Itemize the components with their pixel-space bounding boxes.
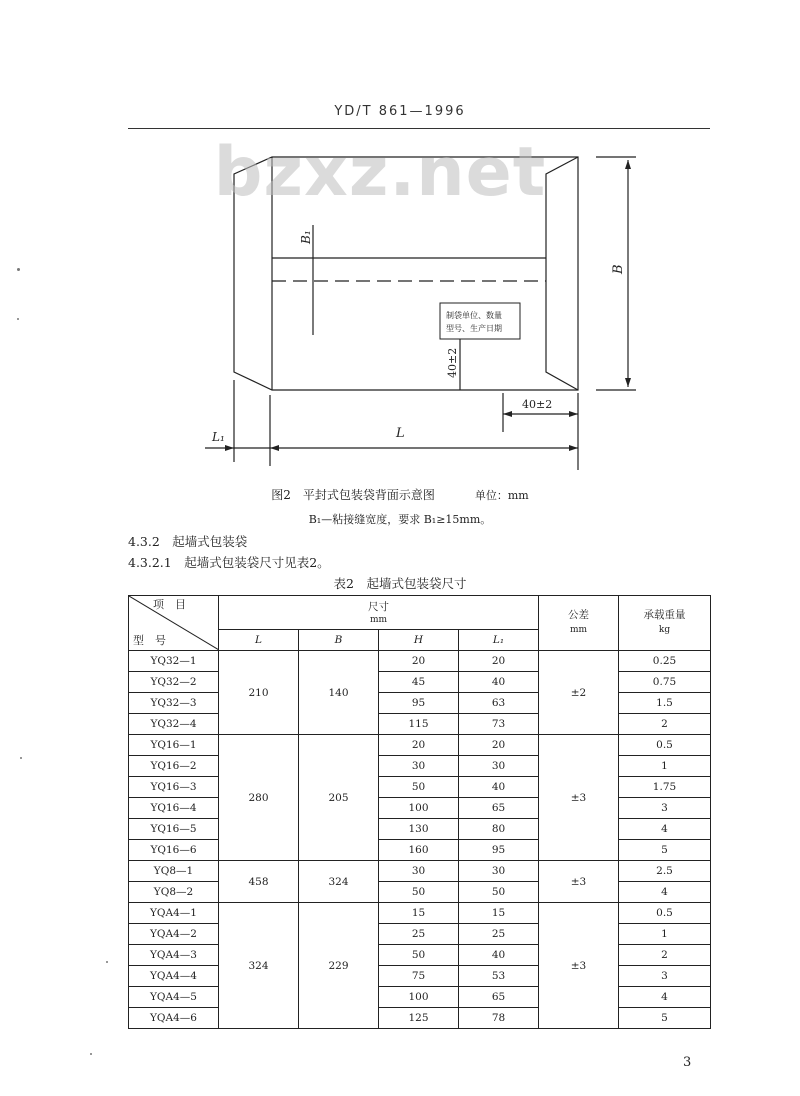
cell-l: 458 [219, 861, 299, 903]
cell-model: YQ32—3 [129, 693, 219, 714]
cell-model: YQ8—1 [129, 861, 219, 882]
header-tolerance [539, 596, 619, 651]
cell-h: 50 [379, 777, 459, 798]
cell-l1: 65 [459, 987, 539, 1008]
cell-l: 280 [219, 735, 299, 861]
scan-speck [17, 268, 20, 271]
cell-load: 1 [619, 924, 711, 945]
cell-l1: 20 [459, 735, 539, 756]
cell-l: 324 [219, 903, 299, 1029]
figure-note: B₁—粘接缝宽度，要求 B₁≥15mm。 [308, 513, 492, 526]
cell-b: 229 [299, 903, 379, 1029]
cell-model: YQA4—3 [129, 945, 219, 966]
stamp-text-line1: 制袋单位、数量 [446, 311, 502, 320]
header-col-h: H [379, 630, 459, 651]
cell-h: 45 [379, 672, 459, 693]
cell-h: 125 [379, 1008, 459, 1029]
cell-load: 1 [619, 756, 711, 777]
cell-model: YQ16—2 [129, 756, 219, 777]
cell-load: 3 [619, 966, 711, 987]
label-b1: B₁ [299, 230, 313, 244]
header-tolerance-unit: mm [569, 625, 588, 635]
cell-l: 210 [219, 651, 299, 735]
figure-bag-diagram [0, 0, 800, 480]
cell-h: 25 [379, 924, 459, 945]
label-dim-horizontal: 40±2 [522, 398, 553, 411]
cell-model: YQ16—6 [129, 840, 219, 861]
table-row [129, 777, 711, 798]
cell-l1: 40 [459, 945, 539, 966]
scan-speck [20, 757, 22, 759]
header-col-l1: L₁ [459, 630, 539, 651]
cell-l1: 40 [459, 777, 539, 798]
cell-model: YQ16—4 [129, 798, 219, 819]
cell-h: 160 [379, 840, 459, 861]
header-col-l: L [219, 630, 299, 651]
stamp-box [440, 303, 520, 339]
cell-model: YQ32—4 [129, 714, 219, 735]
header-size [219, 596, 539, 630]
table-row [129, 1008, 711, 1029]
header-tolerance-label: 公差 [568, 609, 589, 621]
cell-h: 20 [379, 735, 459, 756]
header-size-label: 尺寸 [368, 600, 389, 613]
cell-h: 100 [379, 987, 459, 1008]
watermark: bzxz.net [213, 133, 547, 212]
cell-load: 2.5 [619, 861, 711, 882]
table-row [129, 903, 711, 924]
header-item: 项 目 [153, 598, 186, 611]
cell-model: YQ32—2 [129, 672, 219, 693]
cell-model: YQ8—2 [129, 882, 219, 903]
cell-model: YQ16—5 [129, 819, 219, 840]
cell-h: 95 [379, 693, 459, 714]
table-row [129, 714, 711, 735]
cell-l1: 50 [459, 882, 539, 903]
cell-b: 205 [299, 735, 379, 861]
header-size-unit: mm [369, 614, 388, 625]
section-heading: 4.3.2 起墙式包装袋 [128, 534, 248, 549]
figure-unit: 单位：mm [474, 489, 529, 502]
table-row [129, 987, 711, 1008]
table-row [129, 861, 711, 882]
header-col-b: B [299, 630, 379, 651]
cell-load: 1.5 [619, 693, 711, 714]
table-row [129, 693, 711, 714]
table-row [129, 798, 711, 819]
label-b: B [611, 264, 626, 274]
cell-load: 3 [619, 798, 711, 819]
cell-l1: 30 [459, 861, 539, 882]
cell-load: 0.5 [619, 735, 711, 756]
cell-model: YQA4—1 [129, 903, 219, 924]
cell-load: 5 [619, 1008, 711, 1029]
scan-speck [17, 318, 19, 320]
cell-h: 100 [379, 798, 459, 819]
cell-load: 4 [619, 819, 711, 840]
cell-h: 130 [379, 819, 459, 840]
cell-h: 30 [379, 756, 459, 777]
table-row [129, 840, 711, 861]
cell-tolerance: ±3 [539, 735, 619, 861]
cell-h: 50 [379, 945, 459, 966]
cell-l1: 30 [459, 756, 539, 777]
cell-l1: 65 [459, 798, 539, 819]
header-diagonal-cell [129, 596, 219, 651]
cell-h: 15 [379, 903, 459, 924]
header-load-label: 承载重量 [643, 609, 686, 621]
cell-l1: 15 [459, 903, 539, 924]
cell-tolerance: ±3 [539, 903, 619, 1029]
table-row [129, 651, 711, 672]
header-load [619, 596, 711, 651]
table-row [129, 924, 711, 945]
cell-l1: 20 [459, 651, 539, 672]
scan-speck [90, 1053, 92, 1055]
cell-l1: 63 [459, 693, 539, 714]
stamp-text-line2: 型号、生产日期 [446, 324, 502, 333]
header-load-unit: kg [658, 625, 671, 635]
table-row [129, 819, 711, 840]
cell-h: 75 [379, 966, 459, 987]
cell-load: 0.25 [619, 651, 711, 672]
table-row [129, 756, 711, 777]
cell-b: 324 [299, 861, 379, 903]
cell-l1: 40 [459, 672, 539, 693]
cell-l1: 78 [459, 1008, 539, 1029]
header-model: 型 号 [133, 634, 166, 647]
figure-caption-text: 图2 平封式包装袋背面示意图 [271, 488, 435, 502]
cell-h: 115 [379, 714, 459, 735]
cell-model: YQA4—2 [129, 924, 219, 945]
cell-model: YQ16—3 [129, 777, 219, 798]
cell-l1: 80 [459, 819, 539, 840]
table-row [129, 966, 711, 987]
table-row [129, 735, 711, 756]
section-subheading: 4.3.2.1 起墙式包装袋尺寸见表2。 [128, 555, 330, 570]
table-row [129, 672, 711, 693]
cell-tolerance: ±3 [539, 861, 619, 903]
cell-l1: 73 [459, 714, 539, 735]
label-l1: L₁ [212, 430, 225, 444]
cell-model: YQA4—5 [129, 987, 219, 1008]
cell-model: YQA4—6 [129, 1008, 219, 1029]
cell-b: 140 [299, 651, 379, 735]
table-row [129, 882, 711, 903]
page-number: 3 [683, 1055, 692, 1070]
cell-load: 4 [619, 987, 711, 1008]
cell-l1: 25 [459, 924, 539, 945]
cell-model: YQ16—1 [129, 735, 219, 756]
cell-h: 30 [379, 861, 459, 882]
cell-model: YQ32—1 [129, 651, 219, 672]
cell-load: 5 [619, 840, 711, 861]
cell-load: 2 [619, 945, 711, 966]
scan-speck [106, 961, 108, 963]
cell-load: 1.75 [619, 777, 711, 798]
label-dim-vertical: 40±2 [446, 347, 459, 378]
figure-caption [0, 486, 800, 503]
table-caption: 表2 起墙式包装袋尺寸 [333, 576, 467, 591]
cell-load: 2 [619, 714, 711, 735]
table-header-row-1 [129, 596, 711, 630]
cell-load: 0.5 [619, 903, 711, 924]
table-row [129, 945, 711, 966]
cell-load: 0.75 [619, 672, 711, 693]
cell-tolerance: ±2 [539, 651, 619, 735]
label-l: L [396, 426, 405, 441]
cell-h: 50 [379, 882, 459, 903]
cell-load: 4 [619, 882, 711, 903]
standard-code-header: YD/T 861—1996 [334, 104, 466, 119]
cell-l1: 95 [459, 840, 539, 861]
size-table [128, 595, 711, 1029]
cell-h: 20 [379, 651, 459, 672]
cell-model: YQA4—4 [129, 966, 219, 987]
cell-l1: 53 [459, 966, 539, 987]
